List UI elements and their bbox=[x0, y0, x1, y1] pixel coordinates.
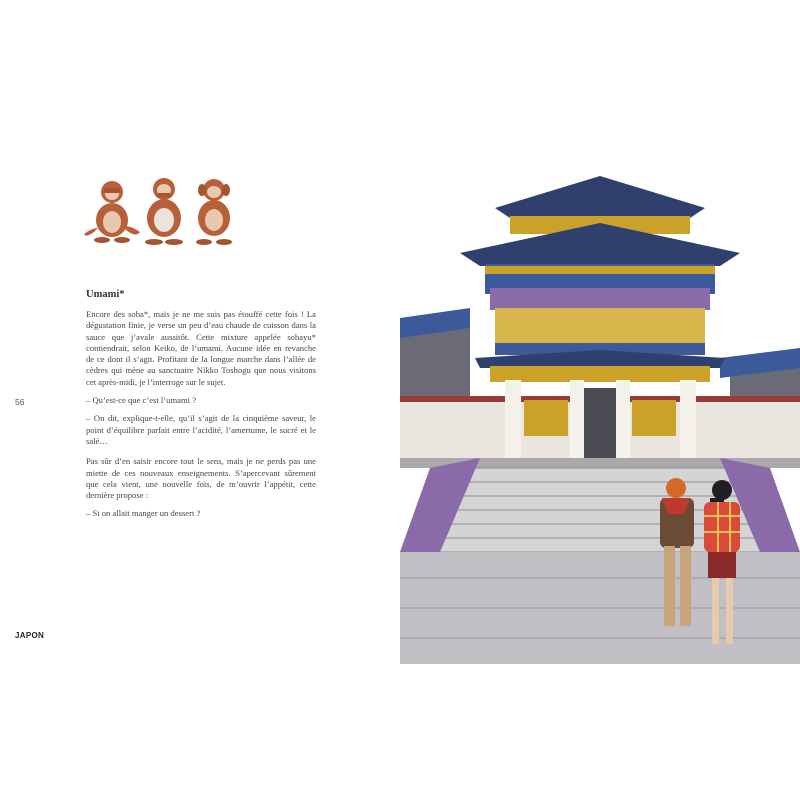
paragraph: Pas sûr d’en saisir encore tout le sens, mais je ne perds pas une miette de ces nouveaux enseignements. S’apercevant sûrement que cela vient, une nouvelle fois, de m’ouvrir l’appétit, cette dernière propose : bbox=[86, 456, 316, 501]
section-title: Umami* bbox=[86, 289, 125, 300]
paragraph: Encore des soba*, mais je ne me suis pas étouffé cette fois ! La dégustation finie, je verse un peu d’eau chaude de cuisson dans la sauce que j’avale aussitôt. Cette mixture appelée sobayu* contiendrait, selon Keiko, de l’umami. Aucune idée en revanche de ce dont il s’agit. Profitant de la longue marche dans l’allée de cèdres qui mène au sanctuaire Nikko Toshogu que nous visitons cet après-midi, je l’interroge sur le sujet. bbox=[86, 309, 316, 387]
paragraph: – Qu’est-ce que c’est l’umami ? bbox=[86, 395, 197, 406]
paragraph: – On dit, explique-t-elle, qu’il s’agit de la cinquième saveur, le point d’équilibre parfait entre l’acidité, l’amertume, le sucré et le salé… bbox=[86, 413, 316, 446]
running-head: JAPON bbox=[15, 631, 45, 640]
paragraph: – Si on allait manger un dessert ? bbox=[86, 508, 201, 519]
page-number: 56 bbox=[15, 397, 25, 407]
temple-illustration bbox=[400, 168, 800, 664]
body-text bbox=[86, 309, 316, 527]
three-wise-monkeys-icon bbox=[82, 172, 242, 248]
